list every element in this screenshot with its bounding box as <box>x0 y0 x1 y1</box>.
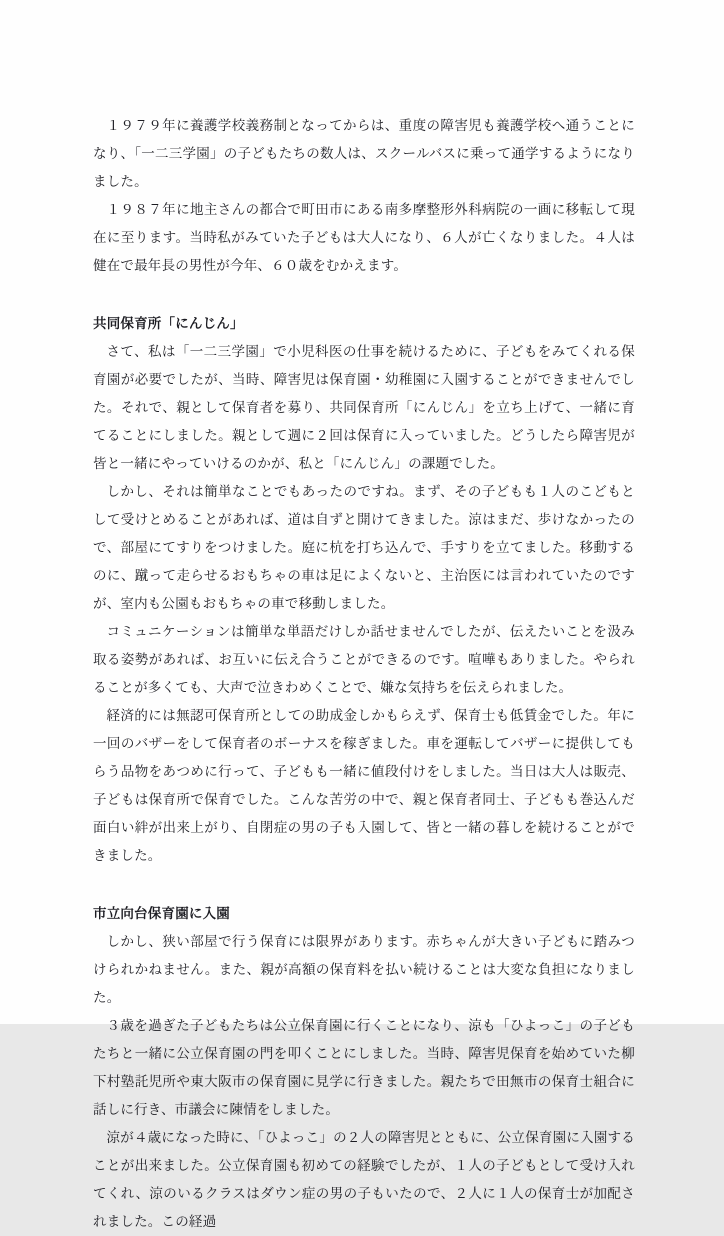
paragraph-nursery-limits: しかし、狭い部屋で行う保育には限界があります。赤ちゃんが大きい子どもに踏みつけられかねません。また、親が高額の保育料を払い続けることは大変な負担になりました。 <box>93 934 635 1006</box>
paragraph-bazaar-economy: 経済的には無認可保育所としての助成金しかもらえず、保育士も低賃金でした。年に一回のバザーをして保育者のボーナスを稼ぎました。車を運転してバザーに提供してもらう品物をあつめに行って、子どもも一緒に値段付けをしました。当日は大人は販売、子どもは保育所で保育でした。こんな苦労の中で、親と保育者同士、子どもも巻込んだ面白い絆が出来上がり、自閉症の男の子も入園して、皆と一緒の暮しを続けることができました。 <box>93 708 635 864</box>
paragraph-handrails-toycar: しかし、それは簡単なことでもあったのですね。まず、その子どもも１人のこどもとして受けとめることがあれば、道は自ずと開けてきました。涼はまだ、歩けなかったので、部屋にてすりをつけました。庭に杭を打ち込んで、手すりを立てました。移動するのに、蹴って走らせるおもちゃの車は足によくないと、主治医には言われていたのですが、室内も公園もおもちゃの車で移動しました。 <box>93 484 635 612</box>
paragraph-1987-relocation: １９８７年に地主さんの都合で町田市にある南多摩整形外科病院の一画に移転して現在に至ります。当時私がみていた子どもは大人になり、６人が亡くなりました。４人は健在で最年長の男性が今年、６０歳をむかえます。 <box>93 202 635 274</box>
paragraph-1979-school: １９７９年に養護学校義務制となってからは、重度の障害児も養護学校へ通うことになり、「一二三学園」の子どもたちの数人は、スクールバスに乗って通学するようになりました。 <box>93 118 635 190</box>
section-heading-ninjin: 共同保育所「にんじん」 <box>93 316 244 332</box>
paragraph-ninjin-founding: さて、私は「一二三学園」で小児科医の仕事を続けるために、子どもをみてくれる保育園が必要でしたが、当時、障害児は保育園・幼稚園に入園することができませんでした。それで、親として保育者を募り、共同保育所「にんじん」を立ち上げて、一緒に育てることにしました。親として週に２回は保育に入っていました。どうしたら障害児が皆と一緒にやっていけるのかが、私と「にんじん」の課題でした。 <box>93 344 635 472</box>
page-body <box>93 112 635 1236</box>
paragraph-age4-enrollment: 涼が４歳になった時に、「ひよっこ」の２人の障害児とともに、公立保育園に入園することが出来ました。公立保育園も初めての経験でしたが、１人の子どもとして受け入れてくれ、涼のいるクラスはダウン症の男の子もいたので、２人に１人の保育士が加配されました。この経過 <box>93 1130 635 1230</box>
paragraph-communication: コミュニケーションは簡単な単語だけしか話せませんでしたが、伝えたいことを汲み取る姿勢があれば、お互いに伝え合うことができるのです。喧嘩もありました。やられることが多くても、大声で泣きわめくことで、嫌な気持ちを伝えられました。 <box>93 624 635 696</box>
section-heading-mukaidai: 市立向台保育園に入園 <box>93 906 230 922</box>
paragraph-public-nursery: ３歳を過ぎた子どもたちは公立保育園に行くことになり、涼も「ひよっこ」の子どもたちと一緒に公立保育園の門を叩くことにしました。当時、障害児保育を始めていた柳下村塾託児所や東大阪市の保育園に見学に行きました。親たちで田無市の保育士組合に話しに行き、市議会に陳情をしました。 <box>93 1018 635 1118</box>
